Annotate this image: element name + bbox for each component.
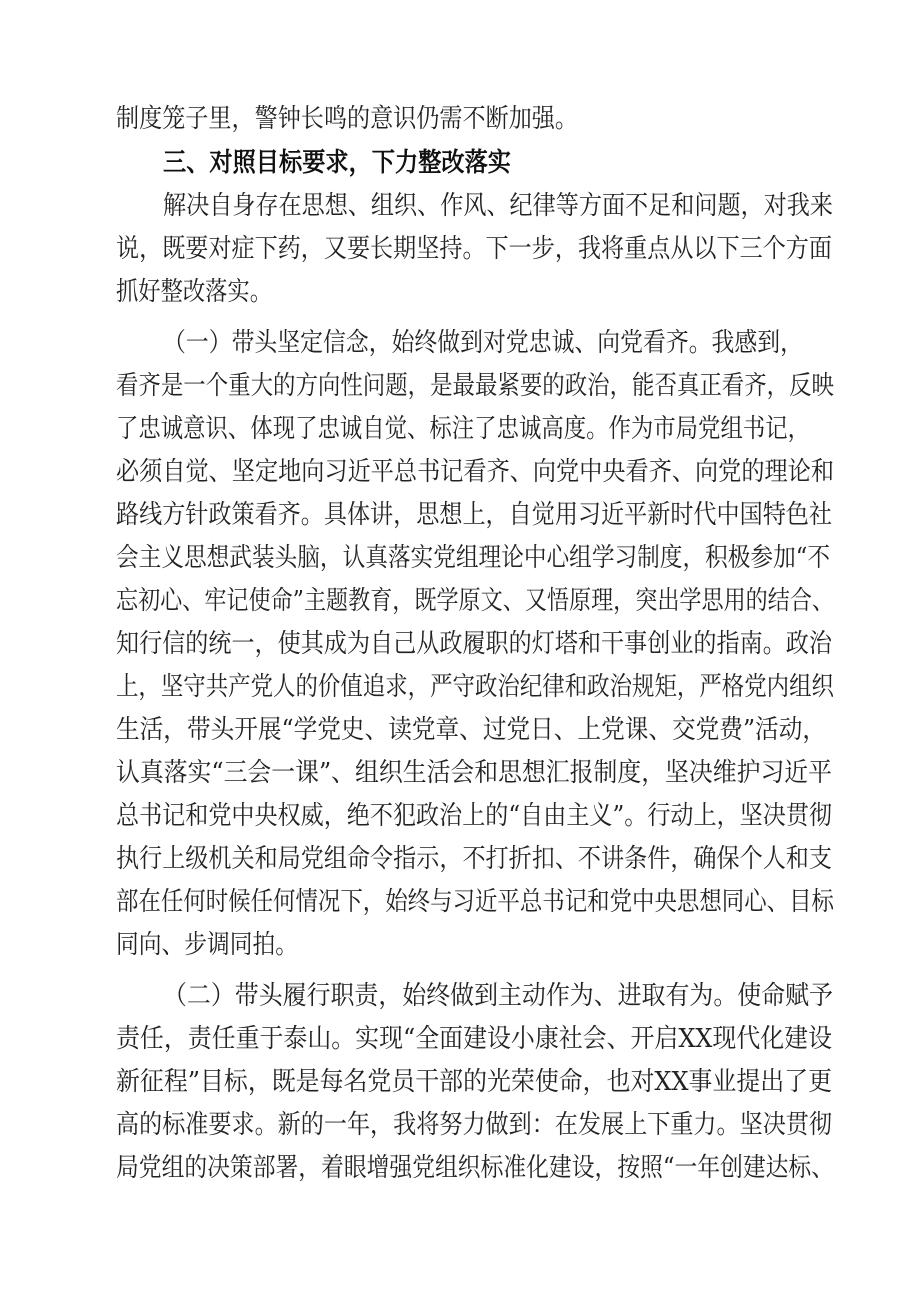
body-text-line: 路线方针政策看齐。具体讲，思想上，自觉用习近平新时代中国特色社 xyxy=(116,500,832,530)
body-text-line: 部在任何时候任何情况下，始终与习近平总书记和党中央思想同心、目标 xyxy=(116,887,834,917)
body-text-line: 知行信的统一，使其成为自己从政履职的灯塔和干事创业的指南。政治 xyxy=(116,629,832,659)
body-text-line: 了忠诚意识、体现了忠诚自觉、标注了忠诚高度。作为市局党组书记， xyxy=(116,414,810,444)
body-text-line: 抓好整改落实。 xyxy=(116,277,272,307)
body-text-line: 解决自身存在思想、组织、作风、纪律等方面不足和问题，对我来 xyxy=(163,191,833,221)
body-text-line: （一）带头坚定信念，始终做到对党忠诚、向党看齐。我感到， xyxy=(163,328,803,358)
body-text-line: 高的标准要求。新的一年，我将努力做到：在发展上下重力。坚决贯彻 xyxy=(116,1110,832,1140)
body-text-line: 生活，带头开展“学党史、读党章、过党日、上党课、交党费”活动， xyxy=(116,715,826,745)
body-text-line: 新征程”目标，既是每名党员干部的光荣使命，也对XX事业提出了更 xyxy=(116,1067,832,1097)
body-text-line: 认真落实“三会一课”、组织生活会和思想汇报制度，坚决维护习近平 xyxy=(116,758,832,788)
body-text-line: 上，坚守共产党人的价值追求，严守政治纪律和政治规矩，严格党内组织 xyxy=(116,672,834,702)
body-text-line: 同向、步调同拍。 xyxy=(116,930,298,960)
body-text-line: 责任，责任重于泰山。实现“全面建设小康社会、开启XX现代化建设 xyxy=(116,1024,832,1054)
body-text-line: 会主义思想武装头脑，认真落实党组理论中心组学习制度，积极参加“不 xyxy=(116,543,830,573)
body-text-line: 总书记和党中央权威，绝不犯政治上的“自由主义”。行动上，坚决贯彻 xyxy=(116,801,832,831)
body-text-line: 说，既要对症下药，又要长期坚持。下一步，我将重点从以下三个方面 xyxy=(116,234,832,264)
body-text-line: （二）带头履行职责，始终做到主动作为、进取有为。使命赋予 xyxy=(163,981,833,1011)
body-text-line: 执行上级机关和局党组命令指示，不打折扣、不讲条件，确保个人和支 xyxy=(116,844,832,874)
body-text-line: 看齐是一个重大的方向性问题，是最最紧要的政治，能否真正看齐，反映 xyxy=(116,371,834,401)
body-text-line: 局党组的决策部署，着眼增强党组织标准化建设，按照“一年创建达标、 xyxy=(116,1153,834,1183)
section-heading: 三、对照目标要求，下力整改落实 xyxy=(163,148,511,178)
body-text-line: 必须自觉、坚定地向习近平总书记看齐、向党中央看齐、向党的理论和 xyxy=(116,457,834,487)
body-text-line: 制度笼子里，警钟长鸣的意识仍需不断加强。 xyxy=(116,104,578,134)
body-text-line: 忘初心、牢记使命”主题教育，既学原文、又悟原理，突出学思用的结合、 xyxy=(116,586,834,616)
